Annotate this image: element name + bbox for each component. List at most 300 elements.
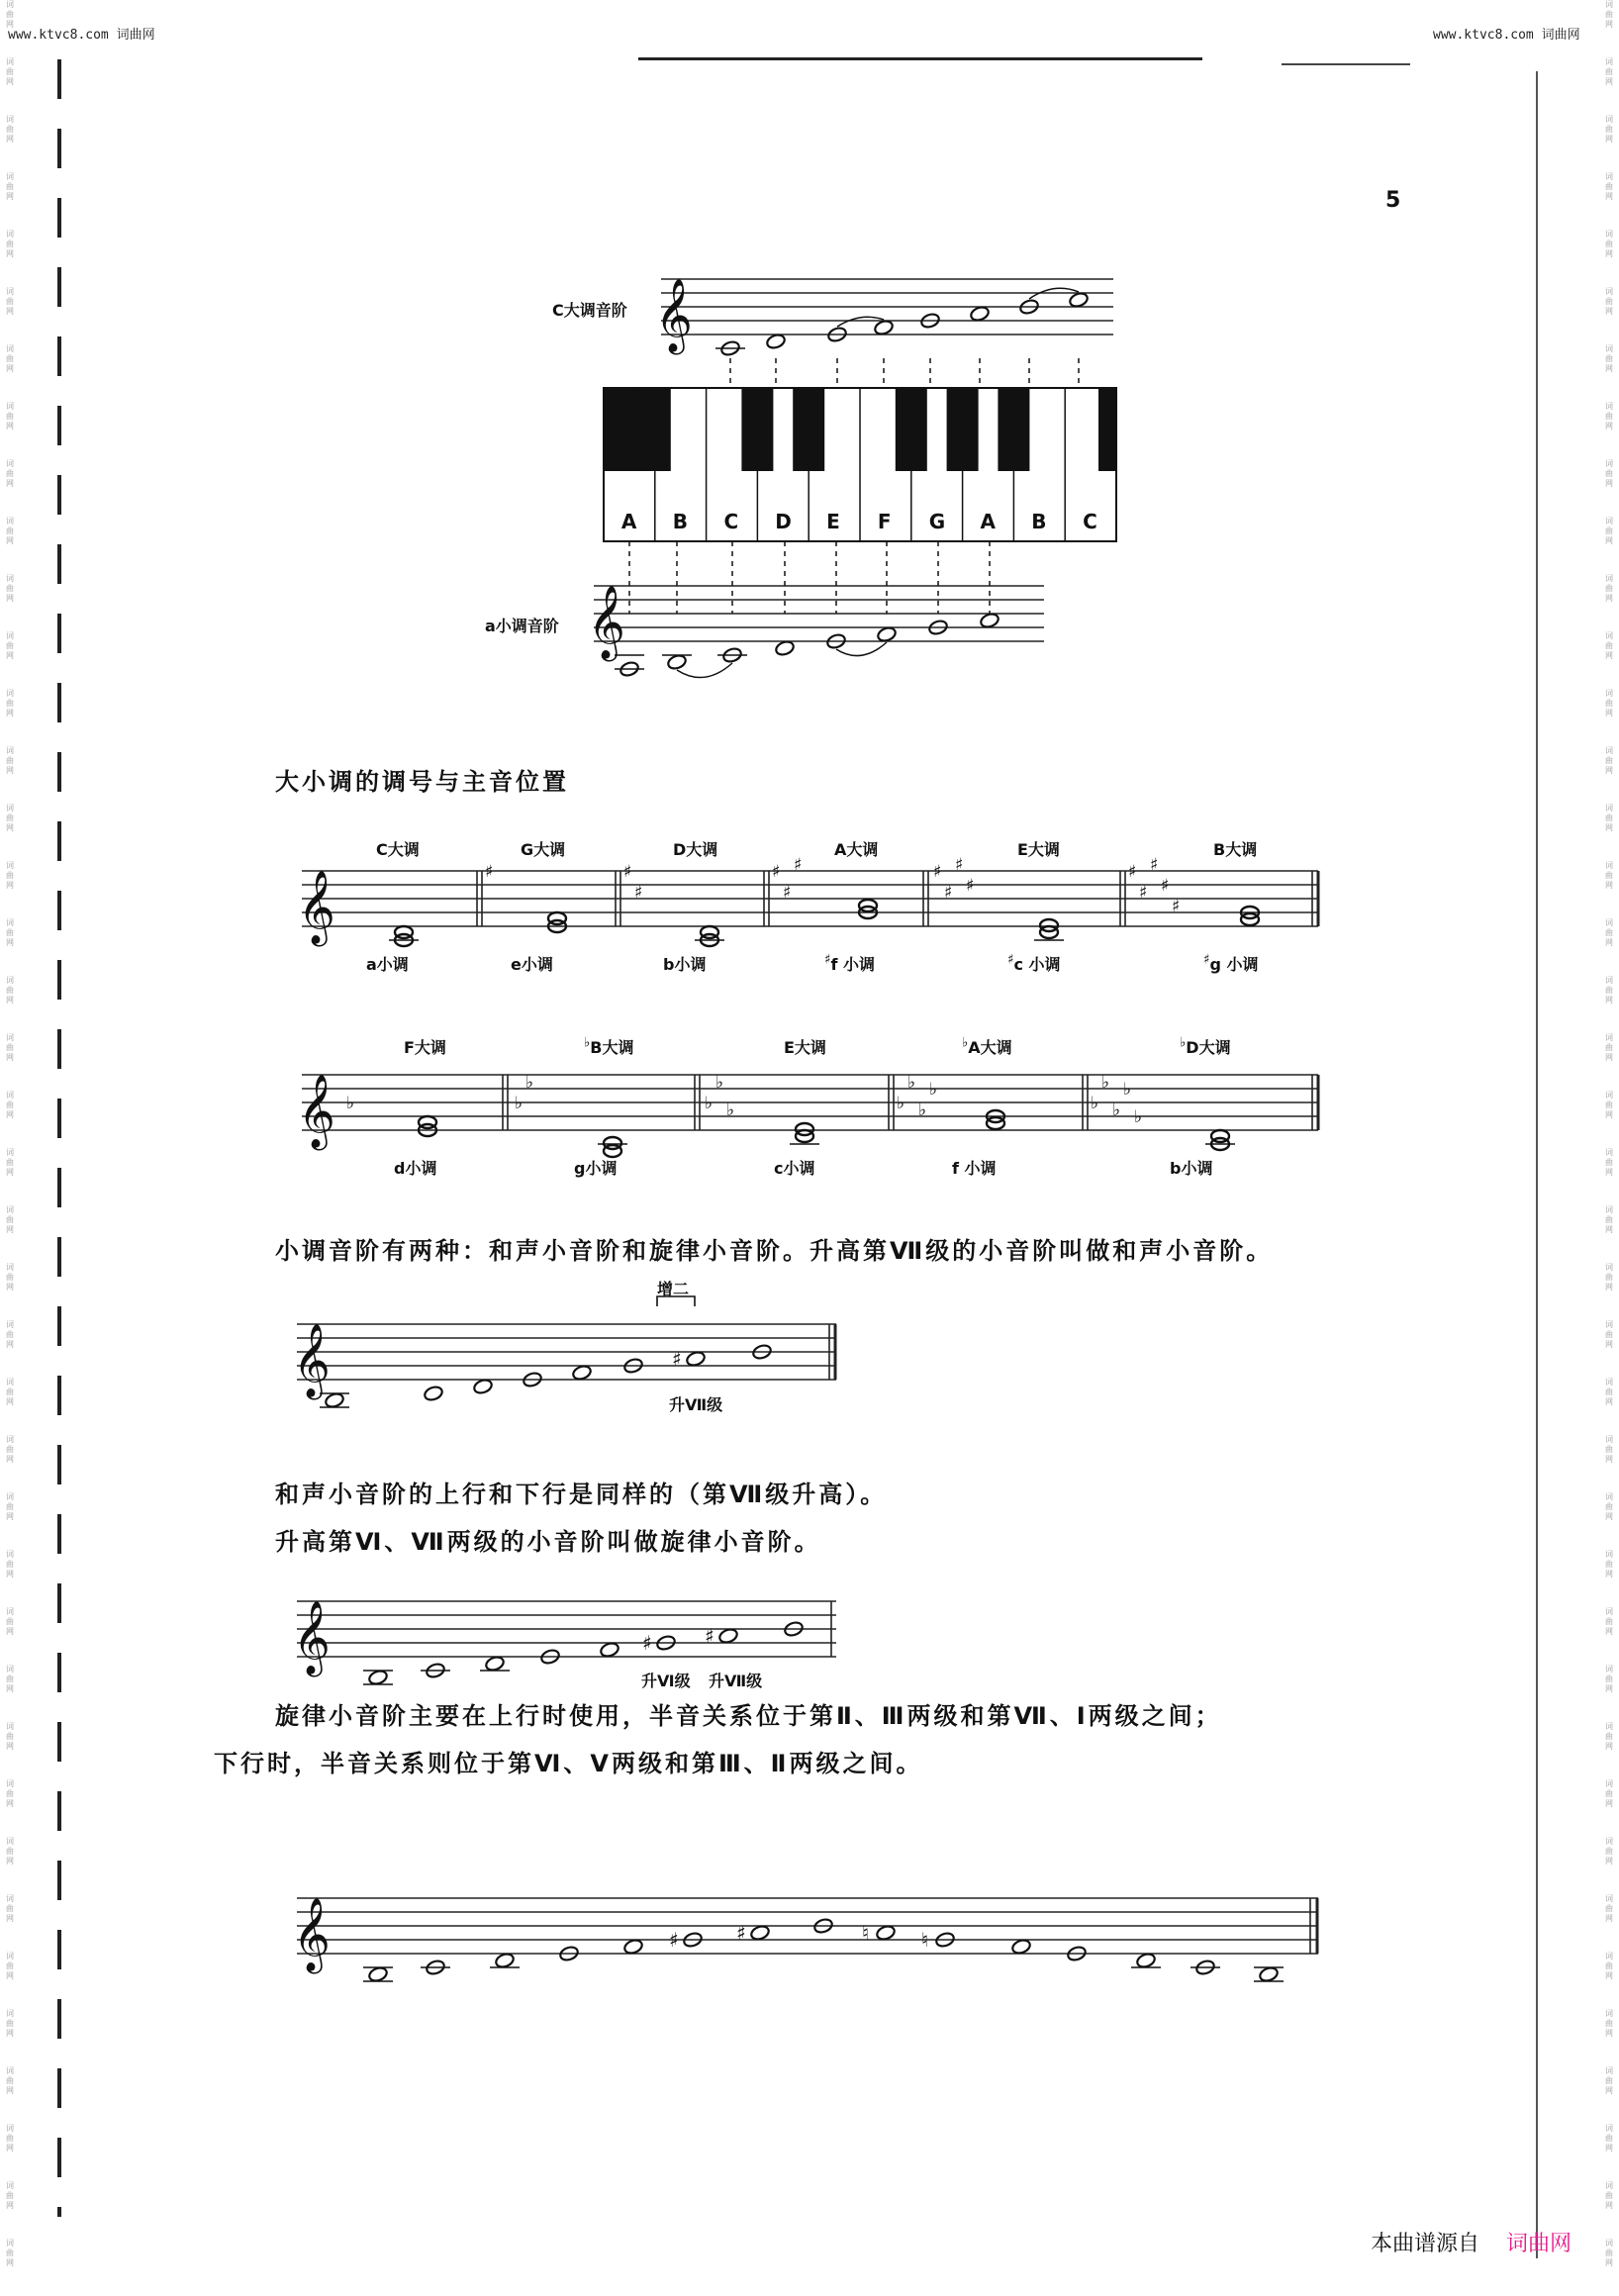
whole-note <box>1068 291 1089 308</box>
treble-clef-icon: 𝄞 <box>293 1324 331 1397</box>
treble-clef-icon: 𝄞 <box>655 279 693 352</box>
side-watermark-char: 词 <box>1605 1952 1613 1961</box>
key-letter: G <box>928 510 946 533</box>
side-watermark-char: 曲 <box>1605 2248 1613 2257</box>
minor-key-text: g小调 <box>574 1159 618 1178</box>
major-key-text: B大调 <box>590 1038 634 1057</box>
side-watermark-char: 词 <box>6 1148 14 1157</box>
minor-key-label <box>1203 952 1258 975</box>
side-watermark-char: 词 <box>6 230 14 239</box>
side-watermark-char: 词 <box>6 746 14 755</box>
side-watermark-char: 网 <box>6 996 14 1004</box>
side-watermark-char: 网 <box>6 1053 14 1062</box>
side-watermark-char: 词 <box>1605 804 1613 813</box>
side-watermark-char: 曲 <box>1605 1560 1613 1569</box>
sharp-icon: ♯ <box>772 862 781 882</box>
side-watermark-char: 词 <box>1605 1205 1613 1214</box>
key-letter: B <box>672 510 688 533</box>
side-watermark-char: 词 <box>6 1607 14 1616</box>
side-watermark-char: 词 <box>1605 1148 1613 1157</box>
sharp-icon: ♯ <box>794 855 803 875</box>
side-watermark-char: 网 <box>6 192 14 201</box>
side-watermark-char: 曲 <box>1605 526 1613 535</box>
treble-clef-icon: 𝄞 <box>293 1898 331 1971</box>
side-watermark-char: 词 <box>1605 172 1613 181</box>
side-watermark-char: 曲 <box>6 239 14 248</box>
minor-key-text: e小调 <box>511 955 553 974</box>
side-watermark-char: 词 <box>6 1320 14 1329</box>
side-watermark-char: 曲 <box>1605 641 1613 650</box>
side-watermark-char: 曲 <box>1605 1961 1613 1970</box>
side-watermark-char: 曲 <box>1605 1387 1613 1396</box>
side-watermark-char: 词 <box>1605 517 1613 526</box>
sharp-icon: ♯ <box>642 1631 652 1655</box>
side-watermark-char: 曲 <box>6 584 14 593</box>
side-watermark-char: 曲 <box>6 297 14 306</box>
sharp-icon: ♯ <box>824 952 831 968</box>
side-watermark-char: 网 <box>6 1225 14 1234</box>
key-letter: C <box>723 510 739 533</box>
major-key-label <box>1180 1035 1231 1058</box>
side-watermark-char: 网 <box>6 1110 14 1119</box>
side-watermark-char: 曲 <box>6 986 14 995</box>
flat-icon: ♭ <box>346 1094 355 1113</box>
major-key-text: D大调 <box>1186 1038 1231 1057</box>
side-watermark-char: 词 <box>1605 1091 1613 1100</box>
sharp-icon: ♯ <box>1128 862 1137 882</box>
side-watermark-char: 曲 <box>6 871 14 880</box>
side-watermark-char: 曲 <box>1605 1158 1613 1167</box>
paragraph-melodic-definition: 升高第Ⅵ、Ⅶ两级的小音阶叫做旋律小音阶。 <box>275 1528 821 1556</box>
side-watermark-char: 网 <box>1605 709 1613 718</box>
side-watermark-char: 网 <box>1605 192 1613 201</box>
whole-note <box>1010 1938 1031 1955</box>
whole-note <box>571 1364 592 1381</box>
sharp-icon: ♯ <box>623 862 632 882</box>
major-key-label <box>521 837 565 860</box>
side-watermark-char: 曲 <box>1605 2076 1613 2085</box>
side-watermark-char: 曲 <box>6 2191 14 2200</box>
side-watermark-char: 词 <box>6 1894 14 1903</box>
side-watermark-char: 曲 <box>1605 1674 1613 1683</box>
major-key-text: G大调 <box>521 840 566 859</box>
sharp-icon: ♯ <box>933 862 942 882</box>
sharp-icon: ♯ <box>672 1347 682 1371</box>
side-watermark-char: 网 <box>1605 2258 1613 2267</box>
major-key-text: A大调 <box>968 1038 1012 1057</box>
side-watermark-char: 网 <box>6 1742 14 1751</box>
staff-melodic-minor <box>297 1601 836 1657</box>
whole-note <box>494 1952 515 1968</box>
header-site-right: www.ktvc8.com 词曲网 <box>1433 28 1580 43</box>
treble-clef-icon: 𝄞 <box>298 1075 335 1148</box>
side-watermark-char: 网 <box>6 1971 14 1980</box>
side-watermark-char: 曲 <box>1605 182 1613 191</box>
side-watermark-char: 曲 <box>1605 2019 1613 2028</box>
side-watermark-char: 词 <box>6 574 14 583</box>
side-watermark-char: 曲 <box>6 526 14 535</box>
major-key-text: F大调 <box>404 1038 446 1057</box>
whole-note <box>622 1938 643 1955</box>
side-watermark-char: 网 <box>1605 651 1613 660</box>
whole-note <box>599 1641 619 1658</box>
side-watermark-char: 曲 <box>6 1445 14 1454</box>
minor-key-label <box>1007 952 1061 975</box>
side-watermark-char: 词 <box>1605 1722 1613 1731</box>
flat-icon: ♭ <box>726 1100 735 1120</box>
major-key-text: B大调 <box>1213 840 1258 859</box>
sharp-icon: ♯ <box>485 862 494 882</box>
flat-icon: ♭ <box>715 1073 724 1093</box>
side-watermark-char: 网 <box>1605 1570 1613 1578</box>
side-watermark-char: 词 <box>1605 918 1613 927</box>
side-watermark-char: 曲 <box>6 2134 14 2143</box>
side-watermark-char: 网 <box>6 2029 14 2038</box>
side-watermark-char: 网 <box>6 1570 14 1578</box>
side-watermark-char: 曲 <box>1605 2191 1613 2200</box>
side-watermark-char: 网 <box>1605 996 1613 1004</box>
header-site-left: www.ktvc8.com 词曲网 <box>8 28 155 43</box>
flat-icon: ♭ <box>525 1073 534 1093</box>
staff-c-major <box>661 279 1113 335</box>
minor-key-label <box>952 1156 997 1179</box>
side-watermark-char: 曲 <box>6 182 14 191</box>
side-watermark-char: 曲 <box>6 1387 14 1396</box>
major-key-text: E大调 <box>1017 840 1060 859</box>
side-watermark-char: 网 <box>1605 1053 1613 1062</box>
side-watermark-char: 曲 <box>6 2076 14 2085</box>
treble-clef-icon: 𝄞 <box>293 1601 331 1674</box>
major-key-label <box>1017 837 1060 860</box>
side-watermark-char: 网 <box>6 135 14 144</box>
page-number: 5 <box>1385 188 1401 213</box>
side-watermark-char: 词 <box>6 57 14 66</box>
side-watermark-char: 词 <box>6 861 14 870</box>
whole-note <box>472 1378 493 1394</box>
side-watermark-char: 曲 <box>6 1273 14 1282</box>
side-watermark-char: 网 <box>6 1914 14 1923</box>
side-watermark-char: 词 <box>1605 57 1613 66</box>
flat-icon: ♭ <box>962 1035 969 1051</box>
side-watermark-char: 词 <box>6 1263 14 1272</box>
side-watermark-char: 词 <box>1605 861 1613 870</box>
side-watermark-char: 曲 <box>1605 1100 1613 1109</box>
side-watermark-char: 词 <box>6 1665 14 1674</box>
whole-note <box>765 333 786 349</box>
side-watermark-char: 网 <box>6 1340 14 1349</box>
side-watermark-char: 曲 <box>1605 354 1613 363</box>
side-watermark-char: 词 <box>6 344 14 353</box>
side-watermark-char: 曲 <box>1605 1215 1613 1224</box>
side-watermark-char: 词 <box>6 1091 14 1100</box>
sharp-icon: ♮ <box>862 1921 870 1945</box>
side-watermark-char: 词 <box>1605 1779 1613 1788</box>
side-watermark-char: 曲 <box>6 125 14 134</box>
minor-key-text: d小调 <box>394 1159 437 1178</box>
side-watermark-char: 网 <box>1605 766 1613 775</box>
black-key <box>793 388 824 471</box>
raised-seventh-label-melodic: 升Ⅶ级 <box>709 1672 763 1690</box>
side-watermark-char: 词 <box>1605 1894 1613 1903</box>
side-watermark-char: 曲 <box>6 813 14 822</box>
key-letter: D <box>775 510 792 533</box>
side-watermark-char: 曲 <box>1605 1617 1613 1626</box>
side-watermark-char: 词 <box>1605 1665 1613 1674</box>
augmented-second-label: 增二 <box>657 1280 690 1298</box>
side-watermark-char: 曲 <box>1605 10 1613 19</box>
paragraph-melodic-usage-line1: 旋律小音阶主要在上行时使用，半音关系位于第Ⅱ、Ⅲ两级和第Ⅶ、Ⅰ两级之间； <box>275 1702 1222 1730</box>
side-watermark-char: 网 <box>1605 249 1613 258</box>
side-watermark-char: 词 <box>6 402 14 411</box>
minor-key-text: g 小调 <box>1209 955 1259 974</box>
side-watermark-char: 曲 <box>6 1560 14 1569</box>
side-watermark-char: 网 <box>6 364 14 373</box>
key-letter: C <box>1083 510 1097 533</box>
side-watermark-char: 曲 <box>1605 1043 1613 1052</box>
side-watermark-char: 词 <box>1605 1263 1613 1272</box>
side-watermark-char: 网 <box>1605 1512 1613 1521</box>
side-watermark-char: 词 <box>1605 689 1613 698</box>
side-watermark-char: 网 <box>6 307 14 316</box>
side-watermark-char: 曲 <box>6 1158 14 1167</box>
side-watermark-char: 曲 <box>6 1904 14 1913</box>
side-watermark-char: 曲 <box>1605 813 1613 822</box>
side-watermark-char: 词 <box>1605 1837 1613 1846</box>
sharp-icon: ♯ <box>966 876 975 896</box>
side-watermark-char: 网 <box>6 881 14 890</box>
black-key <box>1098 388 1116 471</box>
major-key-text: E大调 <box>784 1038 826 1057</box>
side-watermark-char: 网 <box>6 594 14 603</box>
side-watermark-char: 词 <box>1605 1378 1613 1387</box>
flat-icon: ♭ <box>897 1094 905 1113</box>
side-watermark-char: 词 <box>6 689 14 698</box>
paragraph-melodic-usage-line2: 下行时，半音关系则位于第Ⅵ、Ⅴ两级和第Ⅲ、Ⅱ两级之间。 <box>214 1750 923 1777</box>
whole-note <box>1135 1952 1156 1968</box>
side-watermark-char: 曲 <box>1605 1330 1613 1339</box>
side-watermark-char: 曲 <box>6 1100 14 1109</box>
staff-a-minor <box>594 586 1044 641</box>
key-letter: A <box>980 510 996 533</box>
section-title: 大小调的调号与主音位置 <box>275 768 569 796</box>
minor-key-label <box>774 1156 815 1179</box>
side-watermark-char: 网 <box>1605 1397 1613 1406</box>
side-watermark-char: 网 <box>6 2258 14 2267</box>
sharp-icon: ♮ <box>921 1928 929 1952</box>
whole-note <box>736 1921 771 1945</box>
minor-key-label <box>394 1156 436 1179</box>
side-watermark-char: 词 <box>1605 287 1613 296</box>
side-watermark-char: 网 <box>1605 1110 1613 1119</box>
minor-key-text: c小调 <box>774 1159 815 1178</box>
black-key <box>998 388 1029 471</box>
side-watermark-char: 网 <box>1605 594 1613 603</box>
side-watermark-char: 曲 <box>6 699 14 708</box>
major-key-label <box>376 837 420 860</box>
side-watermark-char: 曲 <box>1605 2134 1613 2143</box>
sharp-icon: ♯ <box>1150 855 1159 875</box>
raised-seventh-label: 升Ⅶ级 <box>669 1395 723 1414</box>
sharp-icon: ♯ <box>955 855 964 875</box>
side-watermark-char: 词 <box>6 631 14 640</box>
side-watermark-char: 词 <box>6 1722 14 1731</box>
side-watermark-char: 曲 <box>6 1732 14 1741</box>
treble-clef-icon: 𝄞 <box>588 586 625 659</box>
side-watermark-char: 曲 <box>6 469 14 478</box>
treble-clef-icon: 𝄞 <box>298 871 335 944</box>
whole-note <box>862 1921 897 1945</box>
side-watermark-char: 网 <box>6 651 14 660</box>
flat-icon: ♭ <box>907 1073 916 1093</box>
side-watermark-char: 网 <box>1605 536 1613 545</box>
side-watermark-char: 词 <box>6 2181 14 2190</box>
side-watermark-char: 网 <box>1605 1914 1613 1923</box>
side-watermark-char: 网 <box>1605 881 1613 890</box>
major-key-label <box>962 1035 1012 1058</box>
sharp-icon: ♯ <box>1203 952 1210 968</box>
key-letter: E <box>826 510 840 533</box>
flat-icon: ♭ <box>1091 1094 1099 1113</box>
sharp-icon: ♯ <box>705 1624 714 1648</box>
raised-sixth-label: 升Ⅵ级 <box>641 1672 691 1690</box>
footer-source-label: 本曲谱源自 <box>1371 2232 1480 2256</box>
minor-key-label <box>511 952 553 975</box>
side-watermark-char: 词 <box>6 2066 14 2075</box>
side-watermark-char: 曲 <box>1605 986 1613 995</box>
side-watermark-char: 网 <box>6 2201 14 2210</box>
side-watermark-char: 词 <box>1605 230 1613 239</box>
whole-note <box>666 653 687 670</box>
side-watermark-char: 网 <box>1605 1684 1613 1693</box>
side-watermark-char: 网 <box>6 2144 14 2152</box>
flat-icon: ♭ <box>1180 1035 1187 1051</box>
side-watermark-char: 网 <box>6 1684 14 1693</box>
side-watermark-char: 词 <box>1605 402 1613 411</box>
side-watermark-char: 曲 <box>6 1961 14 1970</box>
black-key <box>741 388 773 471</box>
side-watermark-char: 网 <box>1605 20 1613 29</box>
side-watermark-char: 词 <box>6 0 14 9</box>
side-watermark-char: 网 <box>6 422 14 430</box>
side-watermark-char: 网 <box>6 1168 14 1177</box>
side-watermark-char: 网 <box>6 1397 14 1406</box>
side-watermark-char: 曲 <box>1605 125 1613 134</box>
flat-icon: ♭ <box>705 1094 714 1113</box>
major-key-text: C大调 <box>376 840 420 859</box>
side-watermark-char: 词 <box>6 1837 14 1846</box>
whole-note <box>873 319 894 335</box>
tie-arc <box>677 663 732 678</box>
side-watermark-char: 词 <box>1605 746 1613 755</box>
side-watermark-char: 曲 <box>1605 1732 1613 1741</box>
side-watermark-char: 曲 <box>1605 756 1613 765</box>
whole-note <box>774 639 795 656</box>
whole-note <box>705 1624 739 1648</box>
side-watermark-char: 网 <box>1605 364 1613 373</box>
side-watermark-char: 词 <box>6 976 14 985</box>
side-watermark-char: 网 <box>6 2086 14 2095</box>
side-watermark-char: 曲 <box>6 1330 14 1339</box>
side-watermark-char: 词 <box>6 2239 14 2248</box>
side-watermark-char: 曲 <box>6 1674 14 1683</box>
side-watermark-char: 网 <box>6 536 14 545</box>
side-watermark-char: 词 <box>6 2009 14 2018</box>
side-watermark-char: 网 <box>6 1857 14 1866</box>
side-watermark-char: 曲 <box>6 1043 14 1052</box>
whole-note <box>876 625 897 642</box>
whole-note <box>672 1347 707 1371</box>
paragraph-two-kinds: 小调音阶有两种：和声小音阶和旋律小音阶。升高第Ⅶ级的小音阶叫做和声小音阶。 <box>275 1237 1274 1265</box>
side-watermark-char: 词 <box>1605 1492 1613 1501</box>
major-key-text: D大调 <box>673 840 718 859</box>
side-watermark-char: 曲 <box>6 412 14 421</box>
whole-note <box>979 612 1000 628</box>
minor-key-text: b小调 <box>663 955 707 974</box>
sharp-icon: ♯ <box>634 883 643 903</box>
side-watermark-char: 网 <box>6 1627 14 1636</box>
side-watermark-char: 词 <box>1605 115 1613 124</box>
side-watermark-char: 曲 <box>6 756 14 765</box>
side-watermark-char: 词 <box>6 918 14 927</box>
side-watermark-char: 曲 <box>1605 412 1613 421</box>
side-watermark-char: 词 <box>6 517 14 526</box>
side-watermark-char: 词 <box>6 2124 14 2133</box>
side-watermark-char: 曲 <box>6 10 14 19</box>
side-watermark-char: 曲 <box>1605 1445 1613 1454</box>
footer-site-link[interactable]: 词曲网 <box>1506 2232 1572 2256</box>
side-watermark-char: 词 <box>6 1550 14 1559</box>
flat-icon: ♭ <box>929 1080 938 1100</box>
side-watermark-char: 网 <box>1605 2144 1613 2152</box>
side-watermark-char: 词 <box>6 172 14 181</box>
side-watermark-char: 曲 <box>6 67 14 76</box>
side-watermark-char: 曲 <box>1605 239 1613 248</box>
minor-key-text: f 小调 <box>952 1159 997 1178</box>
flat-icon: ♭ <box>918 1100 927 1120</box>
side-watermark-char: 词 <box>1605 2239 1613 2248</box>
side-watermark-char: 词 <box>6 1435 14 1444</box>
side-watermark-char: 曲 <box>6 1215 14 1224</box>
side-watermark-char: 曲 <box>1605 871 1613 880</box>
black-key <box>896 388 927 471</box>
whole-note <box>367 1669 388 1685</box>
side-watermark-char: 曲 <box>6 354 14 363</box>
minor-key-text: c 小调 <box>1013 955 1061 974</box>
flat-icon: ♭ <box>1101 1073 1110 1093</box>
side-watermark-char: 网 <box>1605 1742 1613 1751</box>
staff-key-signatures <box>302 1075 1318 1130</box>
flat-icon: ♭ <box>584 1035 591 1051</box>
side-watermark-char: 曲 <box>1605 67 1613 76</box>
side-watermark-char: 曲 <box>6 2019 14 2028</box>
side-watermark-char: 网 <box>6 823 14 832</box>
side-watermark-char: 网 <box>6 77 14 86</box>
side-watermark-char: 网 <box>1605 1455 1613 1464</box>
flat-icon: ♭ <box>1112 1100 1121 1120</box>
side-watermark-char: 网 <box>6 709 14 718</box>
minor-key-label <box>1170 1156 1212 1179</box>
major-key-label <box>1213 837 1257 860</box>
minor-key-text: a小调 <box>366 955 409 974</box>
side-watermark-char: 网 <box>1605 135 1613 144</box>
side-watermark-char: 网 <box>1605 1799 1613 1808</box>
minor-key-text: f 小调 <box>830 955 875 974</box>
side-watermark-char: 词 <box>1605 1550 1613 1559</box>
side-watermark-char: 网 <box>1605 823 1613 832</box>
key-letter: F <box>877 510 892 533</box>
side-watermark-char: 曲 <box>1605 1789 1613 1798</box>
whole-note <box>367 1965 388 1982</box>
